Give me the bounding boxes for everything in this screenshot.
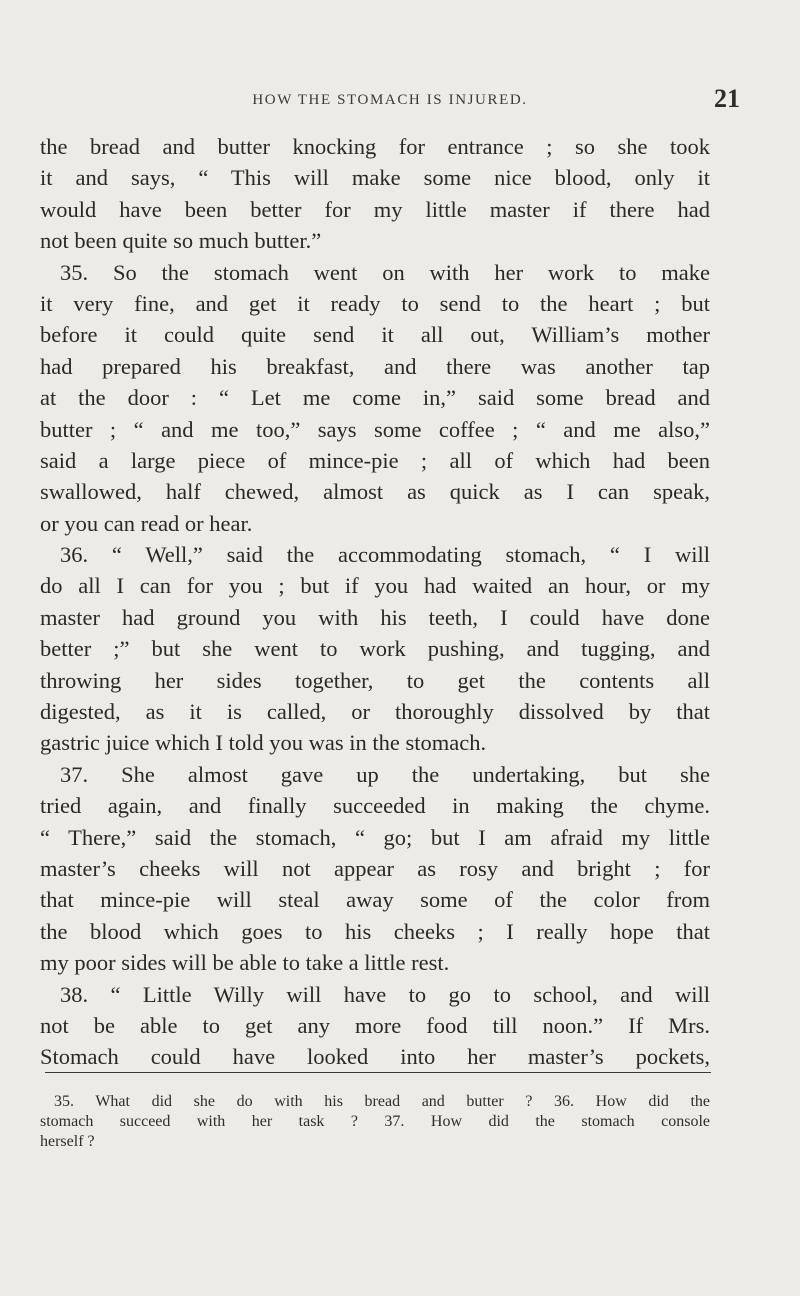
text-line: or you can read or hear. (40, 510, 253, 536)
text-line: not been quite so much butter.” (40, 228, 322, 254)
footnote-line: herself ? (40, 1133, 95, 1150)
text-line: master’s cheeks will not appear as rosy and bright ; for (40, 855, 710, 881)
text-line: my poor sides will be able to take a little rest. (40, 950, 450, 976)
text-line: Stomach could have looked into her master’s pockets, (40, 1044, 710, 1070)
text-line: swallowed, half chewed, almost as quick as I can speak, (40, 479, 710, 505)
text-line: before it could quite send it all out, William’s mother (40, 322, 710, 348)
text-line: said a large piece of mince-pie ; all of which had been (40, 447, 710, 473)
page-number: 21 (714, 84, 740, 113)
running-title: HOW THE STOMACH IS INJURED. (252, 92, 528, 108)
paragraph-36-start: 36. “ Well,” said the accommodating stomach, “ I will (60, 542, 710, 568)
paragraph-37-start: 37. She almost gave up the undertaking, but she (60, 761, 710, 787)
paragraph-35-start: 35. So the stomach went on with her work to make (60, 259, 710, 285)
text-line: “ There,” said the stomach, “ go; but I am afraid my little (40, 824, 710, 850)
footnote-divider (45, 1072, 711, 1073)
text-line: would have been better for my little master if there had (40, 196, 710, 222)
text-line: better ;” but she went to work pushing, and tugging, and (40, 636, 710, 662)
page-header (40, 84, 740, 118)
text-line: that mince-pie will steal away some of the color from (40, 887, 710, 913)
text-line: throwing her sides together, to get the contents all (40, 667, 710, 693)
body-text (40, 131, 710, 1073)
footnotes (40, 1092, 710, 1152)
text-line: the blood which goes to his cheeks ; I really hope that (40, 918, 710, 944)
text-line: master had ground you with his teeth, I could have done (40, 604, 710, 630)
text-line: it and says, “ This will make some nice blood, only it (40, 165, 710, 191)
text-line: digested, as it is called, or thoroughly dissolved by that (40, 699, 710, 725)
text-line: butter ; “ and me too,” says some coffee ; “ and me also,” (40, 416, 710, 442)
text-line: tried again, and finally succeeded in making the chyme. (40, 793, 710, 819)
text-line: do all I can for you ; but if you had waited an hour, or my (40, 573, 710, 599)
text-line: the bread and butter knocking for entrance ; so she took (40, 134, 710, 159)
text-line: at the door : “ Let me come in,” said some bread and (40, 385, 710, 411)
text-line: gastric juice which I told you was in the stomach. (40, 730, 487, 756)
text-line: not be able to get any more food till noon.” If Mrs. (40, 1012, 710, 1038)
paragraph-38-start: 38. “ Little Willy will have to go to school, and will (60, 981, 710, 1007)
footnote-line: 35. What did she do with his bread and butter ? 36. How did the (54, 1093, 710, 1110)
text-line: had prepared his breakfast, and there was another tap (40, 353, 710, 379)
text-line: it very fine, and get it ready to send to the heart ; but (40, 290, 710, 316)
footnote-line: stomach succeed with her task ? 37. How did the stomach console (40, 1113, 710, 1130)
